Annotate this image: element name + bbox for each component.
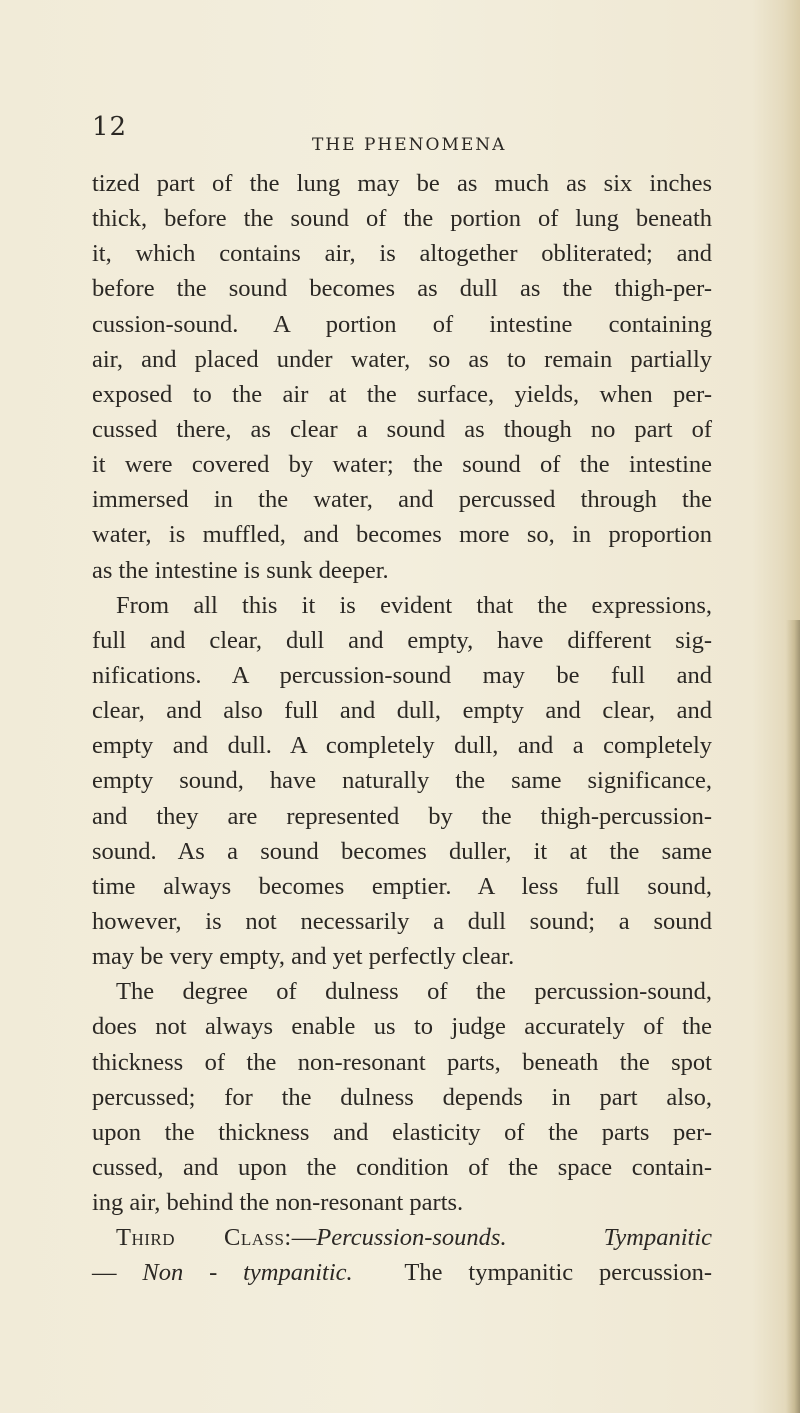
text-line: cussed, and upon the condition of the space contain-	[92, 1153, 712, 1181]
text-line: before the sound becomes as dull as the thigh-per-	[92, 275, 712, 303]
text-line: sound. As a sound becomes duller, it at the same	[92, 837, 712, 865]
text-line: thick, before the sound of the portion of lung beneath	[92, 205, 712, 233]
text-line: From all this it is evident that the expressions,	[116, 591, 712, 619]
text-line: ing air, behind the non-resonant parts.	[92, 1189, 464, 1217]
text-line: clear, and also full and dull, empty and clear, and	[92, 697, 712, 725]
class-label: Third Class:	[116, 1224, 292, 1252]
text-line: it, which contains air, is altogether obliterated; and	[92, 240, 712, 268]
text-line: tized part of the lung may be as much as six inches	[92, 170, 712, 197]
text-line: full and clear, dull and empty, have different sig-	[92, 626, 712, 654]
text-line: upon the thickness and elasticity of the parts per-	[92, 1118, 712, 1146]
text-line: nifications. A percussion-sound may be full and	[92, 661, 712, 689]
text-line: air, and placed under water, so as to remain partially	[92, 345, 712, 373]
text-line: exposed to the air at the surface, yields, when per-	[92, 380, 712, 408]
page-number: 12	[92, 112, 128, 142]
text-line: as the intestine is sunk deeper.	[92, 556, 389, 584]
text-line	[92, 1255, 712, 1290]
text-line: it were covered by water; the sound of the intestine	[92, 451, 712, 479]
page-edge-shadow	[786, 620, 800, 1413]
text-line: however, is not necessarily a dull sound; a sound	[92, 907, 712, 935]
running-head: THE PHENOMENA	[312, 135, 507, 155]
text-line: does not always enable us to judge accurately of the	[92, 1013, 712, 1041]
text-line: thickness of the non-resonant parts, beneath the spot	[92, 1048, 712, 1076]
text-line: percussed; for the dulness depends in part also,	[92, 1083, 712, 1111]
text-line: and they are represented by the thigh-percussion-	[92, 802, 712, 830]
body-text	[92, 166, 712, 1291]
em-dash: —	[291, 1224, 317, 1252]
text-line: may be very empty, and yet perfectly clear.	[92, 943, 515, 971]
term-percussion-sounds: Percussion-sounds.	[316, 1224, 507, 1252]
section-heading-line	[92, 1220, 712, 1255]
term-tympanitic: Tympanitic	[603, 1224, 712, 1252]
text-line: cussed there, as clear a sound as though no part of	[92, 415, 712, 443]
term-non-tympanitic: Non - tympanitic.	[142, 1259, 353, 1287]
text-line: The degree of dulness of the percussion-sound,	[116, 978, 712, 1006]
em-dash: —	[92, 1259, 143, 1287]
continuation-text: The tympanitic percussion-	[404, 1259, 712, 1287]
text-line: time always becomes emptier. A less full sound,	[92, 872, 712, 900]
text-line: empty and dull. A completely dull, and a completely	[92, 732, 712, 760]
text-line: immersed in the water, and percussed through the	[92, 486, 712, 514]
text-line: water, is muffled, and becomes more so, in proportion	[92, 521, 712, 549]
text-line: cussion-sound. A portion of intestine containing	[92, 310, 712, 338]
text-line: empty sound, have naturally the same significance,	[92, 767, 712, 795]
